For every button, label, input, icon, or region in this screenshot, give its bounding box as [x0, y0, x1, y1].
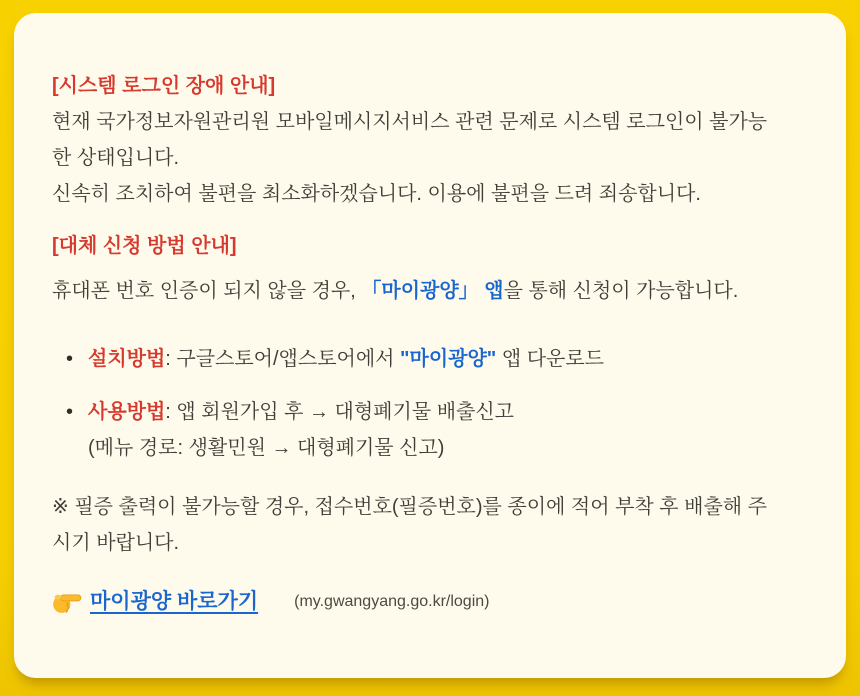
- bullet-icon: •: [66, 401, 74, 423]
- notice-panel: [14, 13, 846, 678]
- install-method-text-before: : 구글스토어/앱스토어에서: [165, 348, 401, 370]
- intro-prefix: 휴대폰 번호 인증이 되지 않을 경우,: [52, 280, 362, 302]
- install-method-label: 설치방법: [88, 348, 166, 370]
- usage-method-item: [52, 394, 808, 430]
- intro-suffix: 을 통해 신청이 가능합니다.: [503, 280, 739, 302]
- usage-menu-path: (메뉴 경로: 생활민원 → 대형폐기물 신고): [88, 437, 445, 459]
- system-notice-line: 현재 국가정보자원관리원 모바일메시지서비스 관련 문제로 시스템 로그인이 불가능: [52, 111, 768, 133]
- usage-method-label: 사용방법: [88, 401, 166, 423]
- shortcut-url-note: (my.gwangyang.go.kr/login): [294, 593, 490, 610]
- note-line: ※ 필증 출력이 불가능할 경우, 접수번호(필증번호)를 종이에 적어 부착 후 배출해 주: [52, 496, 767, 518]
- note-line: 시기 바랍니다.: [52, 532, 180, 554]
- pointing-right-finger-icon: [52, 589, 82, 615]
- alt-method-intro: [52, 273, 808, 309]
- system-notice-heading: [시스템 로그인 장애 안내]: [52, 75, 276, 97]
- usage-method-text: : 앱 회원가입 후 → 대형폐기물 배출신고: [165, 401, 514, 423]
- alt-method-heading: [대체 신청 방법 안내]: [52, 235, 237, 257]
- my-gwangyang-shortcut-link[interactable]: 마이광양 바로가기: [90, 590, 259, 613]
- my-gwangyang-app-name: 「마이광양」 앱: [361, 280, 504, 302]
- install-method-item: [52, 341, 808, 377]
- install-method-text-after: 앱 다운로드: [496, 348, 604, 370]
- shortcut-row: [52, 584, 808, 620]
- my-gwangyang-app-name: "마이광양": [400, 348, 497, 370]
- system-notice-line: 한 상태입니다.: [52, 147, 180, 169]
- system-notice-paragraph: [52, 104, 808, 212]
- system-notice-line: 신속히 조치하여 불편을 최소화하겠습니다. 이용에 불편을 드려 죄송합니다.: [52, 183, 701, 205]
- receipt-number-note: [52, 489, 808, 561]
- bullet-icon: •: [66, 348, 74, 370]
